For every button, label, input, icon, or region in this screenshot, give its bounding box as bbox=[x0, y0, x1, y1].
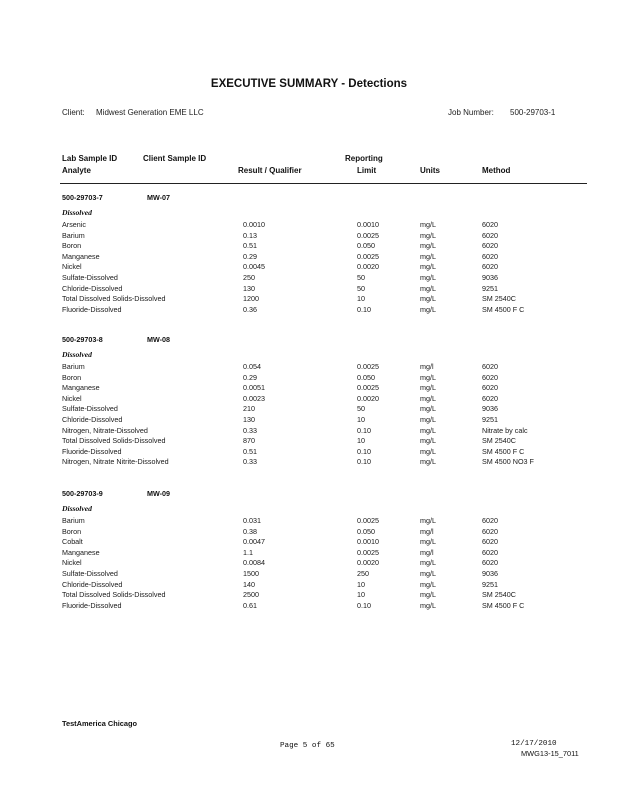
analyte-cell: Chloride-Dissolved bbox=[62, 579, 123, 589]
col-header-method: Method bbox=[482, 166, 511, 175]
units-cell: mg/L bbox=[420, 304, 436, 314]
table-row bbox=[0, 373, 618, 383]
units-cell: mg/L bbox=[420, 425, 436, 435]
limit-cell: 10 bbox=[357, 415, 365, 424]
units-cell: mg/L bbox=[420, 457, 436, 467]
limit-cell: 10 bbox=[357, 436, 365, 446]
result-cell: 0.36 bbox=[243, 304, 257, 314]
table-row bbox=[0, 362, 618, 372]
client-sample-id: MW-09 bbox=[147, 489, 171, 498]
result-cell: 0.51 bbox=[243, 241, 257, 251]
units-cell: mg/L bbox=[420, 283, 436, 293]
method-cell: 9251 bbox=[482, 579, 498, 589]
method-cell: 6020 bbox=[482, 220, 498, 229]
units-cell: mg/L bbox=[420, 579, 436, 589]
result-cell: 0.61 bbox=[243, 600, 257, 610]
method-cell: SM 2540C bbox=[482, 294, 516, 304]
table-row bbox=[0, 527, 618, 537]
limit-cell: 0.050 bbox=[357, 526, 375, 536]
table-row bbox=[0, 415, 618, 425]
analyte-cell: Boron bbox=[62, 372, 82, 382]
result-cell: 250 bbox=[243, 273, 255, 282]
method-cell: 9036 bbox=[482, 404, 498, 414]
result-cell: 1500 bbox=[243, 569, 259, 578]
units-cell: mg/L bbox=[420, 241, 436, 251]
result-cell: 0.031 bbox=[243, 516, 261, 525]
result-cell: 130 bbox=[243, 415, 255, 424]
analyte-cell: Boron bbox=[62, 526, 82, 536]
method-cell: SM 4500 F C bbox=[482, 304, 525, 314]
result-cell: 0.0010 bbox=[243, 220, 265, 229]
method-cell: 9036 bbox=[482, 569, 498, 578]
table-row bbox=[0, 457, 618, 467]
units-cell: mg/L bbox=[420, 383, 436, 393]
group-label: Dissolved bbox=[62, 350, 92, 359]
limit-cell: 50 bbox=[357, 404, 365, 414]
limit-cell: 0.050 bbox=[357, 372, 375, 382]
limit-cell: 0.0025 bbox=[357, 362, 379, 371]
result-cell: 0.29 bbox=[243, 251, 257, 261]
result-cell: 140 bbox=[243, 579, 255, 589]
table-row bbox=[0, 252, 618, 262]
limit-cell: 0.10 bbox=[357, 425, 371, 435]
units-cell: mg/L bbox=[420, 590, 436, 600]
table-row bbox=[0, 383, 618, 393]
method-cell: 9251 bbox=[482, 415, 498, 424]
limit-cell: 0.0025 bbox=[357, 251, 379, 261]
units-cell: mg/L bbox=[420, 230, 436, 240]
lab-sample-id: 500-29703-9 bbox=[62, 489, 103, 498]
result-cell: 0.0051 bbox=[243, 383, 265, 393]
method-cell: 6020 bbox=[482, 262, 498, 272]
limit-cell: 0.0010 bbox=[357, 537, 379, 547]
table-row bbox=[0, 394, 618, 404]
analyte-cell: Sulfate-Dissolved bbox=[62, 569, 118, 578]
table-row bbox=[0, 404, 618, 414]
method-cell: 6020 bbox=[482, 547, 498, 557]
limit-cell: 0.0025 bbox=[357, 383, 379, 393]
lab-name: TestAmerica Chicago bbox=[62, 719, 138, 728]
result-cell: 0.0023 bbox=[243, 393, 265, 403]
group-label: Dissolved bbox=[62, 208, 92, 217]
method-cell: SM 4500 F C bbox=[482, 600, 525, 610]
col-header-result: Result / Qualifier bbox=[238, 166, 302, 175]
client-sample-id: MW-08 bbox=[147, 335, 171, 344]
limit-cell: 0.0025 bbox=[357, 230, 379, 240]
limit-cell: 50 bbox=[357, 283, 365, 293]
limit-cell: 0.050 bbox=[357, 241, 375, 251]
col-header-limit: Limit bbox=[357, 166, 377, 175]
result-cell: 870 bbox=[243, 436, 255, 446]
col-header-lab-sample-id: Lab Sample ID bbox=[62, 154, 118, 163]
table-row bbox=[0, 262, 618, 272]
units-cell: mg/L bbox=[420, 372, 436, 382]
method-cell: 6020 bbox=[482, 251, 498, 261]
result-cell: 210 bbox=[243, 404, 255, 414]
result-cell: 0.33 bbox=[243, 425, 257, 435]
method-cell: 6020 bbox=[482, 372, 498, 382]
job-number: 500-29703-1 bbox=[510, 108, 556, 117]
table-row bbox=[0, 231, 618, 241]
table-row bbox=[0, 426, 618, 436]
job-number-label: Job Number: bbox=[448, 108, 494, 117]
method-cell: 6020 bbox=[482, 230, 498, 240]
analyte-cell: Fluoride-Dissolved bbox=[62, 304, 122, 314]
analyte-cell: Sulfate-Dissolved bbox=[62, 404, 118, 414]
units-cell: mg/L bbox=[420, 220, 436, 229]
units-cell: mg/l bbox=[420, 547, 434, 557]
analyte-cell: Boron bbox=[62, 241, 82, 251]
units-cell: mg/L bbox=[420, 537, 436, 547]
units-cell: mg/L bbox=[420, 600, 436, 610]
report-code: MWG13-15_7011 bbox=[521, 749, 579, 758]
method-cell: 9036 bbox=[482, 273, 498, 282]
method-cell: Nitrate by calc bbox=[482, 425, 528, 435]
group-label: Dissolved bbox=[62, 504, 92, 513]
method-cell: 9251 bbox=[482, 283, 498, 293]
col-header-analyte: Analyte bbox=[62, 166, 91, 175]
analyte-cell: Fluoride-Dissolved bbox=[62, 600, 122, 610]
table-row bbox=[0, 537, 618, 547]
analyte-cell: Nickel bbox=[62, 558, 82, 568]
limit-cell: 0.10 bbox=[357, 600, 371, 610]
table-row bbox=[0, 284, 618, 294]
units-cell: mg/L bbox=[420, 569, 436, 578]
analyte-cell: Barium bbox=[62, 362, 85, 371]
limit-cell: 0.10 bbox=[357, 457, 371, 467]
units-cell: mg/L bbox=[420, 404, 436, 414]
analyte-cell: Manganese bbox=[62, 547, 100, 557]
method-cell: 6020 bbox=[482, 558, 498, 568]
table-row bbox=[0, 305, 618, 315]
method-cell: 6020 bbox=[482, 516, 498, 525]
method-cell: 6020 bbox=[482, 537, 498, 547]
result-cell: 0.0084 bbox=[243, 558, 265, 568]
units-cell: mg/l bbox=[420, 362, 434, 371]
col-header-client-sample-id: Client Sample ID bbox=[143, 154, 207, 163]
method-cell: SM 4500 NO3 F bbox=[482, 457, 534, 467]
limit-cell: 50 bbox=[357, 273, 365, 282]
limit-cell: 0.0025 bbox=[357, 547, 379, 557]
analyte-cell: Nitrogen, Nitrate-Dissolved bbox=[62, 425, 148, 435]
units-cell: mg/L bbox=[420, 415, 436, 424]
table-row bbox=[0, 590, 618, 600]
units-cell: mg/l bbox=[420, 526, 434, 536]
analyte-cell: Manganese bbox=[62, 251, 100, 261]
analyte-cell: Nitrogen, Nitrate Nitrite-Dissolved bbox=[62, 457, 169, 467]
lab-sample-id: 500-29703-7 bbox=[62, 193, 103, 202]
table-row bbox=[0, 273, 618, 283]
col-header-reporting: Reporting bbox=[345, 154, 383, 163]
limit-cell: 0.10 bbox=[357, 304, 371, 314]
units-cell: mg/L bbox=[420, 273, 436, 282]
method-cell: 6020 bbox=[482, 526, 498, 536]
result-cell: 0.38 bbox=[243, 526, 257, 536]
header-divider bbox=[60, 183, 587, 184]
result-cell: 1.1 bbox=[243, 547, 253, 557]
units-cell: mg/L bbox=[420, 558, 436, 568]
result-cell: 0.51 bbox=[243, 446, 257, 456]
result-cell: 2500 bbox=[243, 590, 259, 600]
result-cell: 0.29 bbox=[243, 372, 257, 382]
units-cell: mg/L bbox=[420, 393, 436, 403]
analyte-cell: Sulfate-Dissolved bbox=[62, 273, 118, 282]
limit-cell: 0.0010 bbox=[357, 220, 379, 229]
page-title: EXECUTIVE SUMMARY - Detections bbox=[210, 78, 408, 90]
limit-cell: 250 bbox=[357, 569, 369, 578]
col-header-units: Units bbox=[420, 166, 440, 175]
limit-cell: 10 bbox=[357, 579, 365, 589]
lab-sample-id: 500-29703-8 bbox=[62, 335, 103, 344]
units-cell: mg/L bbox=[420, 436, 436, 446]
method-cell: SM 2540C bbox=[482, 436, 516, 446]
analyte-cell: Manganese bbox=[62, 383, 100, 393]
table-row bbox=[0, 447, 618, 457]
client-name: Midwest Generation EME LLC bbox=[96, 108, 204, 117]
analyte-cell: Barium bbox=[62, 516, 85, 525]
units-cell: mg/L bbox=[420, 262, 436, 272]
limit-cell: 0.0020 bbox=[357, 393, 379, 403]
analyte-cell: Cobalt bbox=[62, 537, 83, 547]
client-sample-id: MW-07 bbox=[147, 193, 171, 202]
analyte-cell: Total Dissolved Solids-Dissolved bbox=[62, 436, 166, 446]
table-row bbox=[0, 294, 618, 304]
method-cell: SM 4500 F C bbox=[482, 446, 525, 456]
report-date: 12/17/2010 bbox=[511, 740, 557, 748]
units-cell: mg/L bbox=[420, 251, 436, 261]
analyte-cell: Total Dissolved Solids-Dissolved bbox=[62, 294, 166, 304]
analyte-cell: Total Dissolved Solids-Dissolved bbox=[62, 590, 166, 600]
method-cell: SM 2540C bbox=[482, 590, 516, 600]
table-row bbox=[0, 569, 618, 579]
method-cell: 6020 bbox=[482, 383, 498, 393]
method-cell: 6020 bbox=[482, 393, 498, 403]
table-row bbox=[0, 580, 618, 590]
units-cell: mg/L bbox=[420, 516, 436, 525]
analyte-cell: Nickel bbox=[62, 262, 82, 272]
analyte-cell: Nickel bbox=[62, 393, 82, 403]
analyte-cell: Barium bbox=[62, 230, 85, 240]
table-row bbox=[0, 220, 618, 230]
limit-cell: 0.10 bbox=[357, 446, 371, 456]
result-cell: 0.0047 bbox=[243, 537, 265, 547]
client-label: Client: bbox=[62, 108, 85, 117]
method-cell: 6020 bbox=[482, 241, 498, 251]
limit-cell: 10 bbox=[357, 294, 365, 304]
result-cell: 0.33 bbox=[243, 457, 257, 467]
limit-cell: 10 bbox=[357, 590, 365, 600]
result-cell: 0.13 bbox=[243, 230, 257, 240]
table-row bbox=[0, 601, 618, 611]
table-row bbox=[0, 558, 618, 568]
analyte-cell: Arsenic bbox=[62, 220, 86, 229]
result-cell: 1200 bbox=[243, 294, 259, 304]
method-cell: 6020 bbox=[482, 362, 498, 371]
units-cell: mg/L bbox=[420, 294, 436, 304]
page-number: Page 5 of 65 bbox=[280, 742, 335, 750]
units-cell: mg/L bbox=[420, 446, 436, 456]
analyte-cell: Chloride-Dissolved bbox=[62, 283, 123, 293]
result-cell: 0.054 bbox=[243, 362, 261, 371]
table-row bbox=[0, 548, 618, 558]
analyte-cell: Chloride-Dissolved bbox=[62, 415, 123, 424]
analyte-cell: Fluoride-Dissolved bbox=[62, 446, 122, 456]
limit-cell: 0.0020 bbox=[357, 558, 379, 568]
result-cell: 0.0045 bbox=[243, 262, 265, 272]
result-cell: 130 bbox=[243, 283, 255, 293]
limit-cell: 0.0020 bbox=[357, 262, 379, 272]
limit-cell: 0.0025 bbox=[357, 516, 379, 525]
table-row bbox=[0, 516, 618, 526]
table-row bbox=[0, 436, 618, 446]
table-row bbox=[0, 241, 618, 251]
